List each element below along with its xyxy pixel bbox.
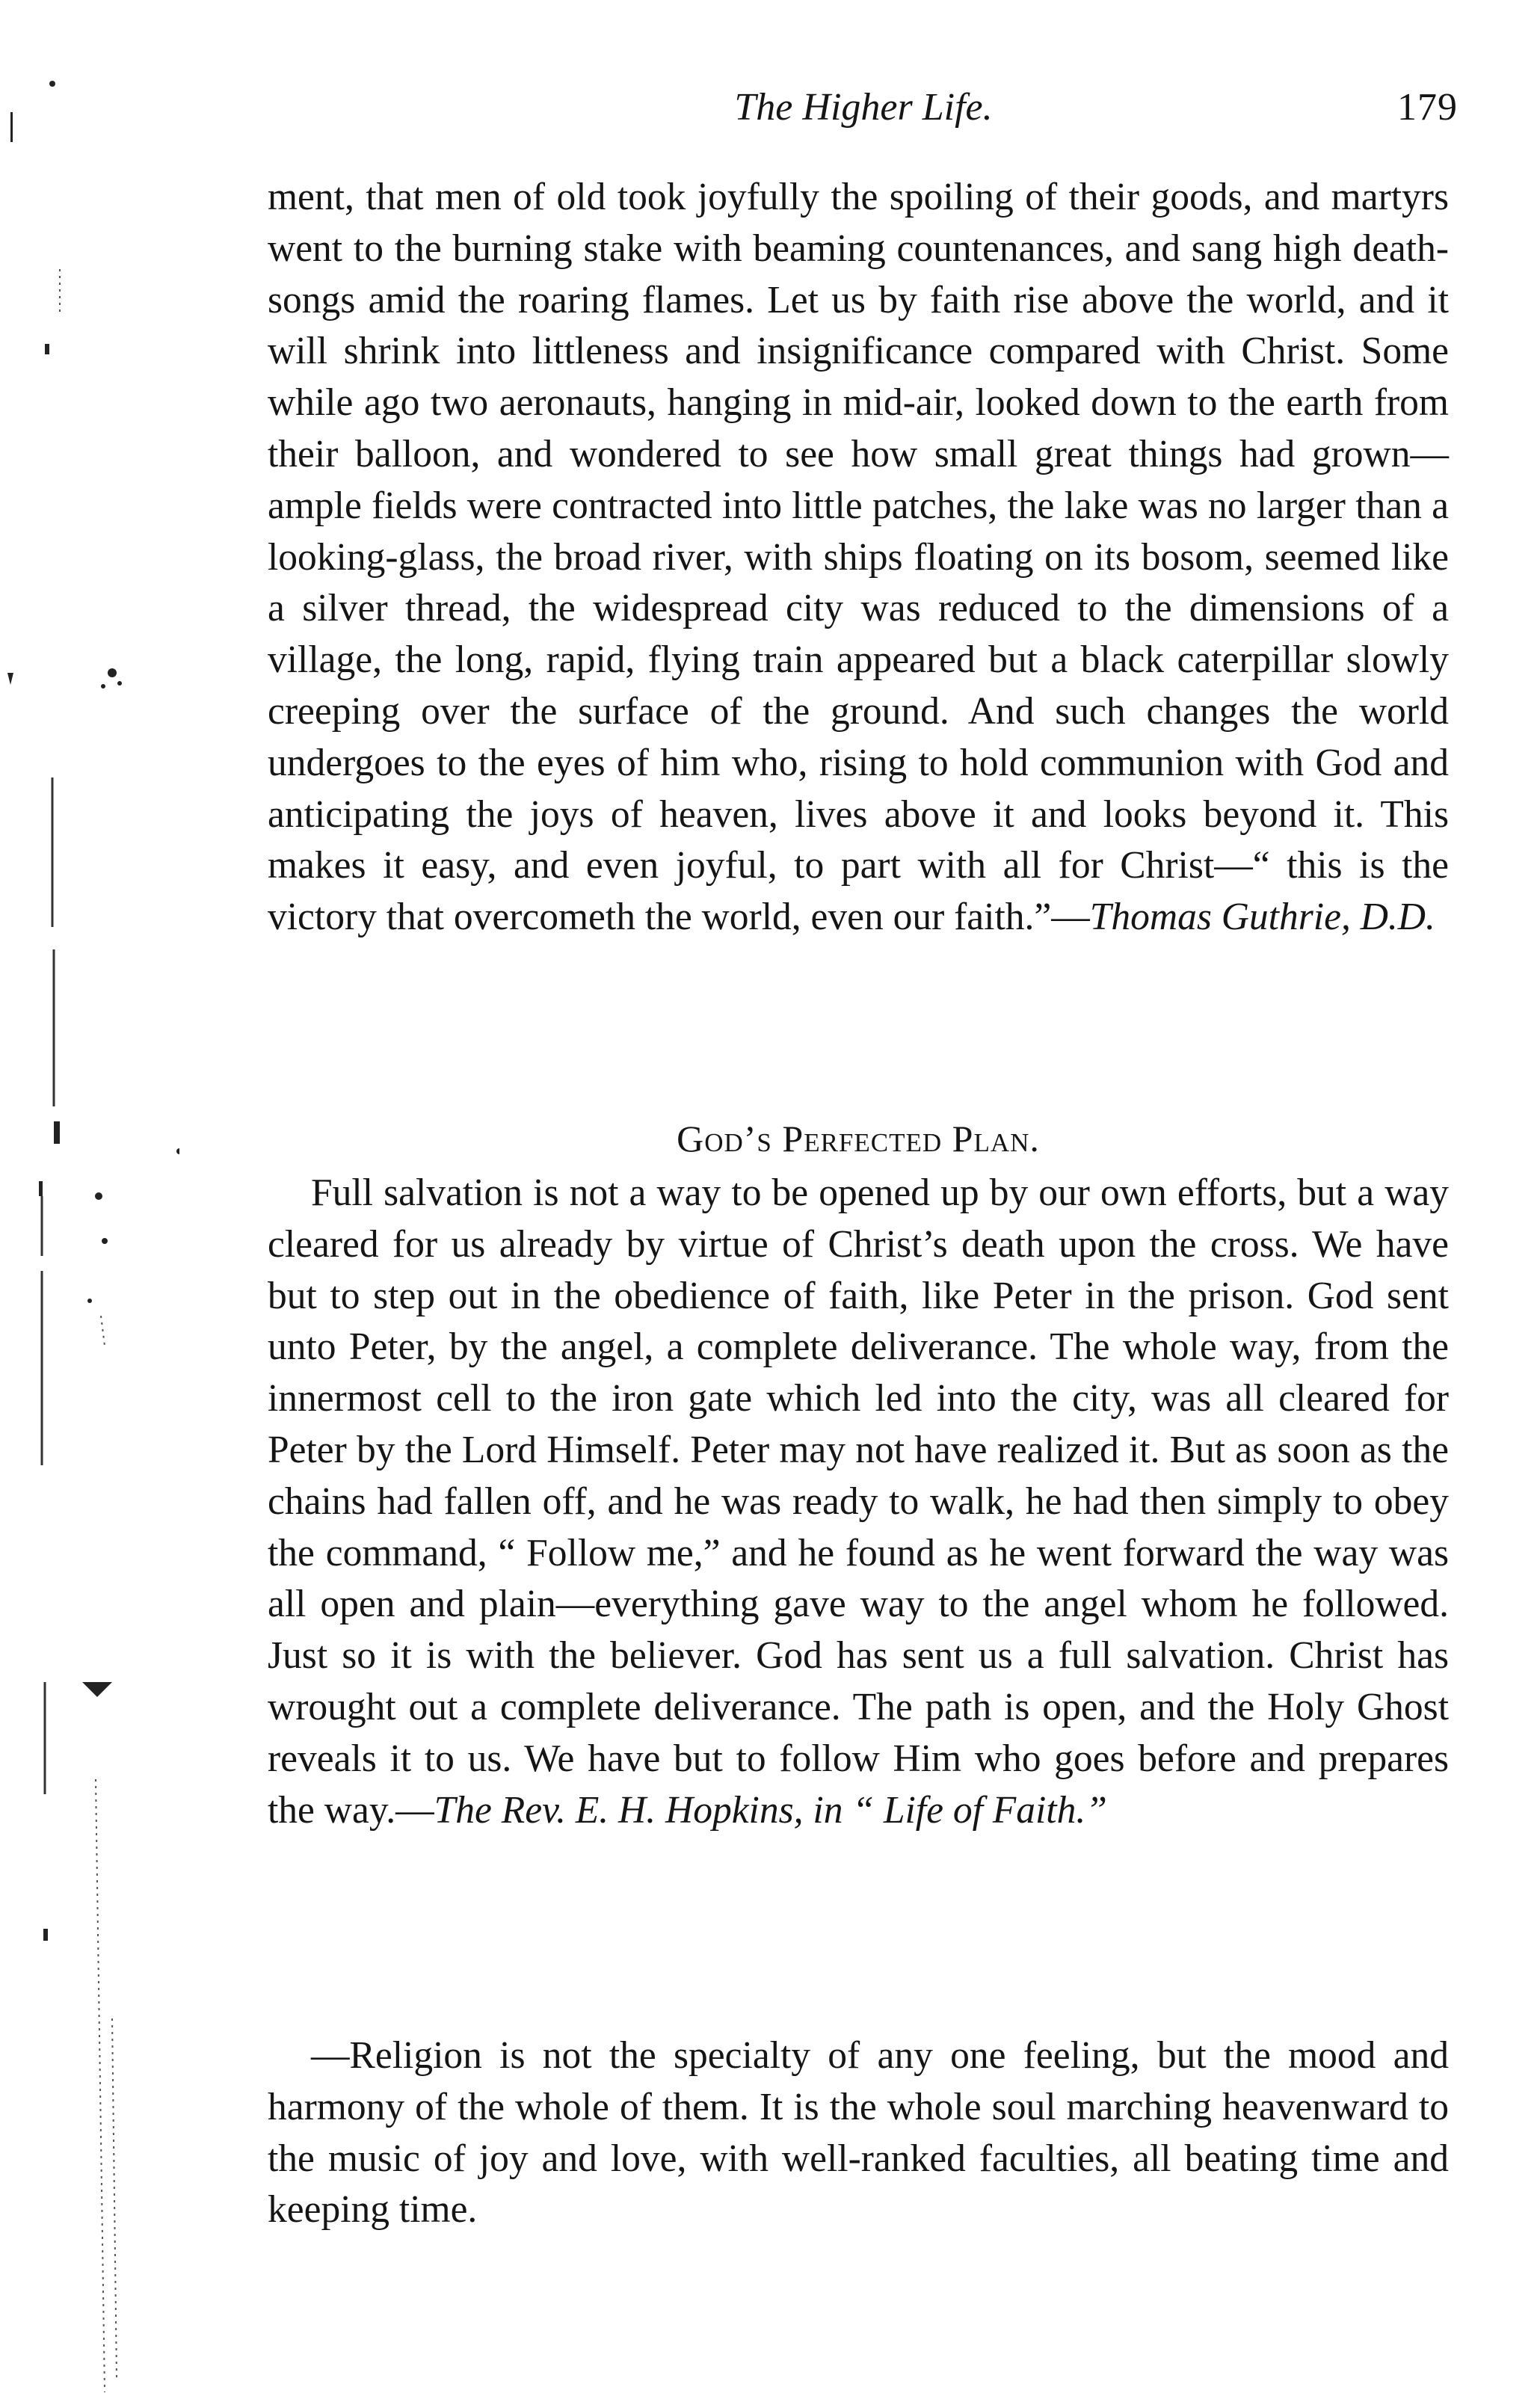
page-number: 179 — [1397, 86, 1458, 129]
paragraph-guthrie — [268, 172, 1449, 943]
running-title: The Higher Life. — [734, 86, 993, 129]
text-block-hopkins — [268, 1168, 1449, 1836]
attribution: Thomas Guthrie, D.D. — [1089, 896, 1435, 939]
paragraph-text: ment, that men of old took joyfully the spoiling of their goods, and martyrs went to the burning stake with beaming countenances, and sang high death-songs amid the roaring flames. Let us by faith rise above the world, and it will shrink into littleness and insignificance compared with Christ. Some while ago two aeronauts, hanging in mid-air, looked down to the earth from their balloon, and wondered to see how small great things had grown—ample fields were contracted into little patches, the lake was no larger than a looking-glass, the broad river, with ships floating on its bosom, seemed like a silver thread, the widespread city was reduced to the dimensions of a village, the long, rapid, flying train appeared but a black caterpillar slowly creeping over the surface of the ground. And such changes the world undergoes to the eyes of him who, rising to hold communion with God and anticipating the joys of heaven, lives above it and looks beyond it. This makes it easy, and even joyful, to part with all for Christ—“ this is the victory that overcometh the world, even our faith.”— — [268, 176, 1449, 939]
paragraph-text: Full salvation is not a way to be opened up by our own efforts, but a way cleared for us already by virtue of Christ’s death upon the cross. We have but to step out in the obedience of faith, like Peter in the prison. God sent unto Peter, by the angel, a complete deliverance. The whole way, from the innermost cell to the iron gate which led into the city, was all cleared for Peter by the Lord Himself. Peter may not have realized it. But as soon as the chains had fallen off, and he was ready to walk, he had then simply to obey the command, “ Follow me,” and he found as he went forward the way was all open and plain—everything gave way to the angel whom he followed. Just so it is with the believer. God has sent us a full salvation. Christ has wrought out a complete deliverance. The path is open, and the Holy Ghost reveals it to us. We have but to follow Him who goes before and prepares the way.— — [268, 1171, 1449, 1832]
margin-scan-marks — [0, 0, 179, 2399]
section-heading: God’s Perfected Plan. — [677, 1118, 1040, 1160]
attribution: The Rev. E. H. Hopkins, in “ Life of Faith.” — [434, 1788, 1107, 1832]
text-block-religion — [268, 2030, 1449, 2236]
text-block-guthrie — [268, 172, 1449, 943]
paragraph-religion: —Religion is not the specialty of any one feeling, but the mood and harmony of the whole of them. It is the whole soul marching heavenward to the music of joy and love, with well-ranked faculties, all beating time and keeping time. — [268, 2034, 1449, 2232]
running-header — [269, 81, 1458, 141]
paragraph-hopkins — [268, 1168, 1449, 1836]
